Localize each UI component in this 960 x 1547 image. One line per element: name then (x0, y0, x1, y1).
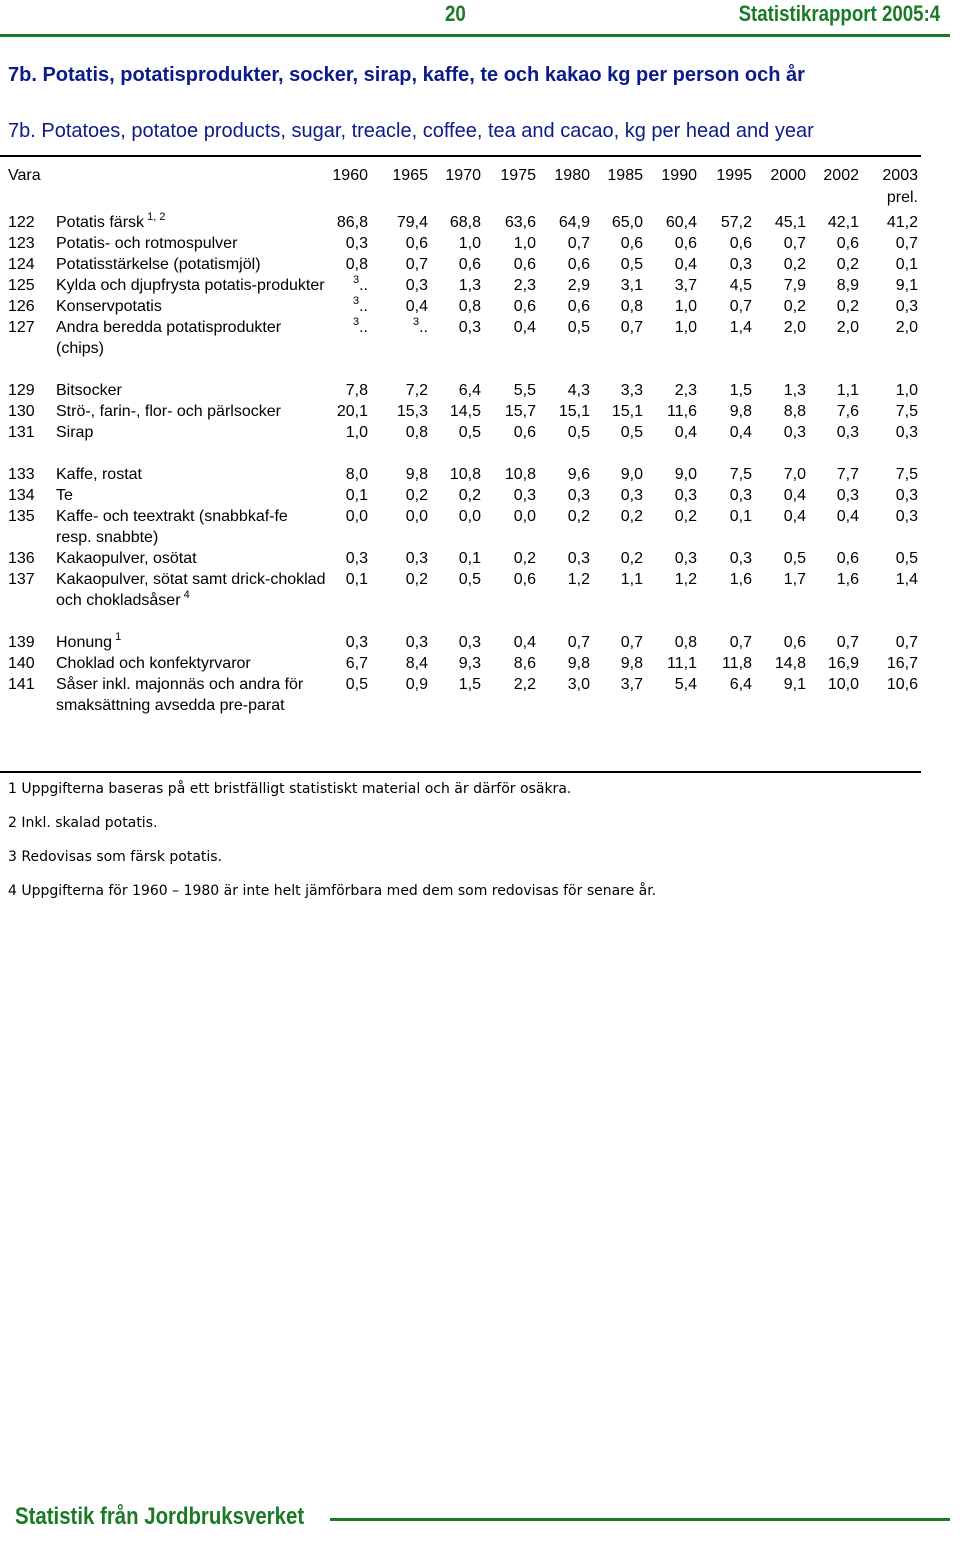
column-header-year: 2002 (823, 167, 859, 184)
cell-value: 1,0 (674, 298, 697, 315)
row-code: 129 (8, 382, 35, 399)
footnote-ref: 3 (352, 295, 360, 307)
footnote-ref: 1, 2 (144, 211, 166, 223)
cell-value: 14,5 (449, 403, 481, 420)
cell-value: 7,5 (895, 466, 918, 483)
cell-value: 1,1 (620, 571, 643, 588)
column-header-year: 1975 (500, 167, 536, 184)
cell-value: 0,3 (405, 277, 428, 294)
cell-value: 1,0 (513, 235, 536, 252)
row-code: 127 (8, 319, 35, 336)
cell-value: 0,5 (895, 550, 918, 567)
cell-value: 9,0 (674, 466, 697, 483)
cell-value: 1,2 (674, 571, 697, 588)
cell-value: 0,3 (895, 487, 918, 504)
cell-value: 6,4 (729, 676, 752, 693)
cell-value: 0,2 (783, 298, 806, 315)
cell-value: 1,4 (895, 571, 918, 588)
row-code: 134 (8, 487, 35, 504)
cell-value: 1,7 (783, 571, 806, 588)
cell-value: 7,6 (836, 403, 859, 420)
cell-value: 0,6 (513, 256, 536, 273)
table-row (0, 569, 918, 611)
row-code: 139 (8, 634, 35, 651)
cell-value: 0,3 (345, 550, 368, 567)
footnote-ref: 3 (412, 316, 420, 328)
table-row (0, 275, 918, 296)
report-name: Statistikrapport 2005:4 (738, 1, 940, 26)
footnote-ref: 4 (180, 589, 190, 601)
footer-text: Statistik från Jordbruksverket (15, 1503, 305, 1530)
cell-value: 0,3 (458, 634, 481, 651)
cell-value: 11,6 (667, 403, 697, 420)
cell-value: 0,5 (458, 424, 481, 441)
table-row (0, 401, 918, 422)
cell-value: 0,6 (567, 298, 590, 315)
cell-value: 1,4 (729, 319, 752, 336)
row-name: Kaffe- och teextrakt (snabbkaf-fe resp. snabbte) (56, 508, 288, 546)
cell-value: 0,0 (345, 508, 368, 525)
cell-value: 0,1 (729, 508, 752, 525)
cell-value: 14,8 (774, 655, 806, 672)
cell-value: 0,3 (567, 487, 590, 504)
cell-value: 0,5 (620, 256, 643, 273)
cell-value: 0,4 (405, 298, 428, 315)
column-header-vara: Vara (8, 167, 41, 184)
cell-value: 3,7 (674, 277, 697, 294)
row-name: Te (56, 487, 73, 504)
cell-value: 7,5 (729, 466, 752, 483)
cell-value: 8,9 (836, 277, 859, 294)
cell-value: 0,5 (620, 424, 643, 441)
cell-value: 0,7 (405, 256, 428, 273)
table-row (0, 674, 918, 716)
cell-value: 0,6 (729, 235, 752, 252)
cell-value: 42,1 (827, 214, 859, 231)
cell-value: 0,6 (674, 235, 697, 252)
cell-value: 41,2 (886, 214, 918, 231)
cell-value: 0,6 (513, 424, 536, 441)
cell-value: 0,1 (458, 550, 481, 567)
cell-value: 3,1 (620, 277, 643, 294)
cell-value: 0,3 (674, 487, 697, 504)
cell-value: 2,0 (783, 319, 806, 336)
table-bottom-rule (0, 771, 921, 773)
cell-value: 4,5 (729, 277, 752, 294)
column-header-year: 1970 (445, 167, 481, 184)
cell-value: 0,5 (458, 571, 481, 588)
row-name: Potatis färsk $^{1, 2}$ (56, 211, 166, 231)
cell-value: 11,8 (722, 655, 752, 672)
header-rule (0, 34, 950, 37)
cell-value: 0,4 (674, 256, 697, 273)
cell-value: 0,6 (513, 571, 536, 588)
cell-value: 0,6 (836, 550, 859, 567)
cell-value: 8,4 (405, 655, 428, 672)
cell-value: 3,3 (620, 382, 643, 399)
row-name: Strö-, farin-, flor- och pärlsocker (56, 403, 281, 420)
cell-value: 0,3 (836, 487, 859, 504)
row-name: Såser inkl. majonnäs och andra för smaksättning avsedda pre-parat (56, 676, 304, 714)
row-spacer (0, 611, 918, 632)
row-name: Konservpotatis (56, 298, 162, 315)
row-name: Andra beredda potatisprodukter (chips) (56, 319, 282, 357)
cell-value: 0,0 (458, 508, 481, 525)
cell-value: 0,8 (620, 298, 643, 315)
cell-value: 15,1 (558, 403, 590, 420)
cell-value: 0,3 (405, 550, 428, 567)
table-row (0, 233, 918, 254)
cell-value: 1,3 (783, 382, 806, 399)
cell-value: 0,5 (567, 319, 590, 336)
cell-value: 9,8 (567, 655, 590, 672)
row-code: 133 (8, 466, 35, 483)
cell-value: 0,3 (836, 424, 859, 441)
cell-value: 0,7 (620, 634, 643, 651)
cell-value: 9,0 (620, 466, 643, 483)
page-header (0, 0, 960, 30)
cell-value: 9,3 (458, 655, 481, 672)
cell-value: 0,2 (836, 298, 859, 315)
footnotes (8, 778, 656, 914)
cell-value: 60,4 (665, 214, 697, 231)
cell-value: 0,8 (405, 424, 428, 441)
cell-value: 0,7 (567, 235, 590, 252)
row-code: 135 (8, 508, 35, 525)
table-row (0, 485, 918, 506)
column-header-year: 1965 (392, 167, 428, 184)
row-name: Kaffe, rostat (56, 466, 142, 483)
cell-value: 0,7 (729, 634, 752, 651)
cell-value: 10,0 (827, 676, 859, 693)
cell-value: 0,0 (405, 508, 428, 525)
cell-value: 0,3 (674, 550, 697, 567)
cell-value: 68,8 (449, 214, 481, 231)
column-header-year: 2000 (770, 167, 806, 184)
row-spacer (0, 359, 918, 380)
column-header-year: 1980 (554, 167, 590, 184)
cell-value: 0,6 (836, 235, 859, 252)
cell-value: 15,7 (504, 403, 536, 420)
cell-value: 10,8 (504, 466, 536, 483)
row-code: 136 (8, 550, 35, 567)
cell-value: 0,3 (895, 298, 918, 315)
cell-value: 86,8 (336, 214, 368, 231)
cell-value: 15,3 (396, 403, 428, 420)
footnote-ref: 3 (352, 316, 360, 328)
column-header-year: 1960 (332, 167, 368, 184)
cell-value: 7,2 (405, 382, 428, 399)
cell-value: 7,8 (345, 382, 368, 399)
cell-value: 65,0 (611, 214, 643, 231)
cell-value: 0,2 (783, 256, 806, 273)
cell-value: 0,5 (783, 550, 806, 567)
row-code: 130 (8, 403, 35, 420)
row-code: 141 (8, 676, 35, 693)
cell-value: 0,6 (783, 634, 806, 651)
cell-value: 15,1 (611, 403, 643, 420)
row-code: 123 (8, 235, 35, 252)
cell-value: 0,2 (513, 550, 536, 567)
cell-value: 0,3 (729, 550, 752, 567)
column-header-year: 2003 (882, 167, 918, 184)
cell-value: 1,0 (458, 235, 481, 252)
column-header-year: 1985 (607, 167, 643, 184)
cell-value: 4,3 (567, 382, 590, 399)
cell-value: 0,7 (836, 634, 859, 651)
row-code: 137 (8, 571, 35, 588)
cell-value: 5,5 (513, 382, 536, 399)
cell-value: 3,0 (567, 676, 590, 693)
cell-value: 0,6 (458, 256, 481, 273)
cell-value: 0,2 (405, 571, 428, 588)
table-title-english: 7b. Potatoes, potatoe products, sugar, treacle, coffee, tea and cacao, kg per head and year (8, 120, 814, 142)
cell-value: 1,6 (729, 571, 752, 588)
cell-value: 0,8 (674, 634, 697, 651)
cell-value: 0,4 (783, 487, 806, 504)
row-code: 125 (8, 277, 35, 294)
cell-value: 0,3 (458, 319, 481, 336)
table-row (0, 548, 918, 569)
table-row (0, 632, 918, 653)
cell-value: 20,1 (336, 403, 368, 420)
cell-value: 8,0 (345, 466, 368, 483)
data-table (0, 212, 918, 716)
cell-value: 2,3 (513, 277, 536, 294)
row-code: 131 (8, 424, 35, 441)
cell-value: 9,1 (783, 676, 806, 693)
table-row (0, 254, 918, 275)
cell-value: 9,8 (620, 655, 643, 672)
cell-value: 0,4 (513, 319, 536, 336)
cell-value: 7,7 (836, 466, 859, 483)
cell-value: 2,2 (513, 676, 536, 693)
cell-value: 0,2 (458, 487, 481, 504)
cell-value: 0,3 (783, 424, 806, 441)
cell-value: $^3$.. (352, 295, 368, 315)
cell-value: 0,2 (674, 508, 697, 525)
cell-value: 2,3 (674, 382, 697, 399)
row-spacer (0, 443, 918, 464)
row-name: Potatis- och rotmospulver (56, 235, 238, 252)
table-row (0, 653, 918, 674)
cell-value: 0,7 (729, 298, 752, 315)
cell-value: 0,7 (895, 634, 918, 651)
cell-value: 0,9 (405, 676, 428, 693)
cell-value: 0,2 (405, 487, 428, 504)
cell-value: 9,8 (729, 403, 752, 420)
cell-value: 0,3 (729, 487, 752, 504)
cell-value: 6,4 (458, 382, 481, 399)
cell-value: 2,0 (836, 319, 859, 336)
cell-value: 0,3 (567, 550, 590, 567)
cell-value: 0,1 (345, 571, 368, 588)
row-name: Honung $^1$ (56, 631, 122, 651)
cell-value: 11,1 (667, 655, 697, 672)
row-code: 124 (8, 256, 35, 273)
cell-value: 0,3 (729, 256, 752, 273)
cell-value: 0,1 (895, 256, 918, 273)
cell-value: 1,0 (345, 424, 368, 441)
column-header-year: 1995 (716, 167, 752, 184)
footnote-ref: 3 (352, 274, 360, 286)
footer-rule (330, 1518, 950, 1521)
cell-value: 1,3 (458, 277, 481, 294)
cell-value: 0,7 (783, 235, 806, 252)
cell-value: 0,1 (345, 487, 368, 504)
cell-value: 8,6 (513, 655, 536, 672)
cell-value: 1,1 (836, 382, 859, 399)
cell-value: $^3$.. (412, 316, 428, 336)
preliminary-label: prel. (886, 189, 918, 206)
cell-value: 0,4 (729, 424, 752, 441)
cell-value: 0,6 (567, 256, 590, 273)
cell-value: 0,3 (345, 235, 368, 252)
table-row (0, 506, 918, 548)
page-number: 20 (445, 1, 466, 26)
cell-value: 9,1 (895, 277, 918, 294)
footnote-ref: 1 (112, 631, 122, 643)
cell-value: 0,3 (895, 424, 918, 441)
cell-value: 0,8 (458, 298, 481, 315)
cell-value: 1,6 (836, 571, 859, 588)
cell-value: 0,5 (567, 424, 590, 441)
cell-value: 0,3 (895, 508, 918, 525)
column-header-year: 1990 (661, 167, 697, 184)
row-name: Kakaopulver, sötat samt drick-choklad och chokladsåser $^4$ (56, 571, 326, 609)
cell-value: 0,6 (405, 235, 428, 252)
cell-value: $^3$.. (352, 316, 368, 336)
footnote: 1 Uppgifterna baseras på ett bristfälligt statistiskt material och är därför osäkra. (8, 781, 572, 797)
cell-value: 0,6 (513, 298, 536, 315)
table-row (0, 464, 918, 485)
cell-value: 0,6 (620, 235, 643, 252)
cell-value: 63,6 (504, 214, 536, 231)
cell-value: 7,9 (783, 277, 806, 294)
cell-value: 6,7 (345, 655, 368, 672)
cell-value: 0,4 (513, 634, 536, 651)
cell-value: 1,0 (674, 319, 697, 336)
row-name: Kylda och djupfrysta potatis-produkter (56, 277, 325, 294)
row-name: Choklad och konfektyrvaror (56, 655, 251, 672)
cell-value: 1,5 (729, 382, 752, 399)
cell-value: 0,8 (345, 256, 368, 273)
table-row (0, 296, 918, 317)
table-row (0, 422, 918, 443)
cell-value: 0,0 (513, 508, 536, 525)
footnote: 4 Uppgifterna för 1960 – 1980 är inte helt jämförbara med dem som redovisas för senare år. (8, 883, 657, 899)
cell-value: 7,5 (895, 403, 918, 420)
row-name: Kakaopulver, osötat (56, 550, 197, 567)
cell-value: 0,4 (674, 424, 697, 441)
cell-value: 0,7 (567, 634, 590, 651)
cell-value: 0,3 (405, 634, 428, 651)
row-name: Sirap (56, 424, 94, 441)
cell-value: 10,8 (449, 466, 481, 483)
cell-value: 5,4 (674, 676, 697, 693)
cell-value: 8,8 (783, 403, 806, 420)
table-row (0, 317, 918, 359)
row-code: 126 (8, 298, 35, 315)
cell-value: 0,3 (345, 634, 368, 651)
cell-value: 16,7 (886, 655, 918, 672)
row-code: 122 (8, 214, 35, 231)
cell-value: $^3$.. (352, 274, 368, 294)
cell-value: 0,2 (836, 256, 859, 273)
cell-value: 9,6 (567, 466, 590, 483)
cell-value: 10,6 (886, 676, 918, 693)
row-name: Bitsocker (56, 382, 122, 399)
cell-value: 0,3 (513, 487, 536, 504)
cell-value: 0,5 (345, 676, 368, 693)
footnote: 3 Redovisas som färsk potatis. (8, 849, 223, 865)
cell-value: 1,5 (458, 676, 481, 693)
cell-value: 16,9 (827, 655, 859, 672)
table-top-rule (0, 155, 921, 157)
cell-value: 79,4 (396, 214, 428, 231)
table-title-swedish: 7b. Potatis, potatisprodukter, socker, sirap, kaffe, te och kakao kg per person och år (8, 64, 805, 86)
cell-value: 0,7 (895, 235, 918, 252)
cell-value: 57,2 (720, 214, 752, 231)
cell-value: 0,4 (783, 508, 806, 525)
cell-value: 0,2 (620, 508, 643, 525)
footnote: 2 Inkl. skalad potatis. (8, 815, 158, 831)
cell-value: 0,7 (620, 319, 643, 336)
cell-value: 2,9 (567, 277, 590, 294)
cell-value: 2,0 (895, 319, 918, 336)
cell-value: 0,2 (567, 508, 590, 525)
cell-value: 9,8 (405, 466, 428, 483)
cell-value: 45,1 (774, 214, 806, 231)
cell-value: 1,0 (895, 382, 918, 399)
cell-value: 7,0 (783, 466, 806, 483)
row-code: 140 (8, 655, 35, 672)
cell-value: 3,7 (620, 676, 643, 693)
cell-value: 64,9 (558, 214, 590, 231)
cell-value: 0,2 (620, 550, 643, 567)
row-name: Potatisstärkelse (potatismjöl) (56, 256, 261, 273)
cell-value: 1,2 (567, 571, 590, 588)
cell-value: 0,3 (620, 487, 643, 504)
table-row (0, 212, 918, 233)
table-row (0, 380, 918, 401)
cell-value: 0,4 (836, 508, 859, 525)
